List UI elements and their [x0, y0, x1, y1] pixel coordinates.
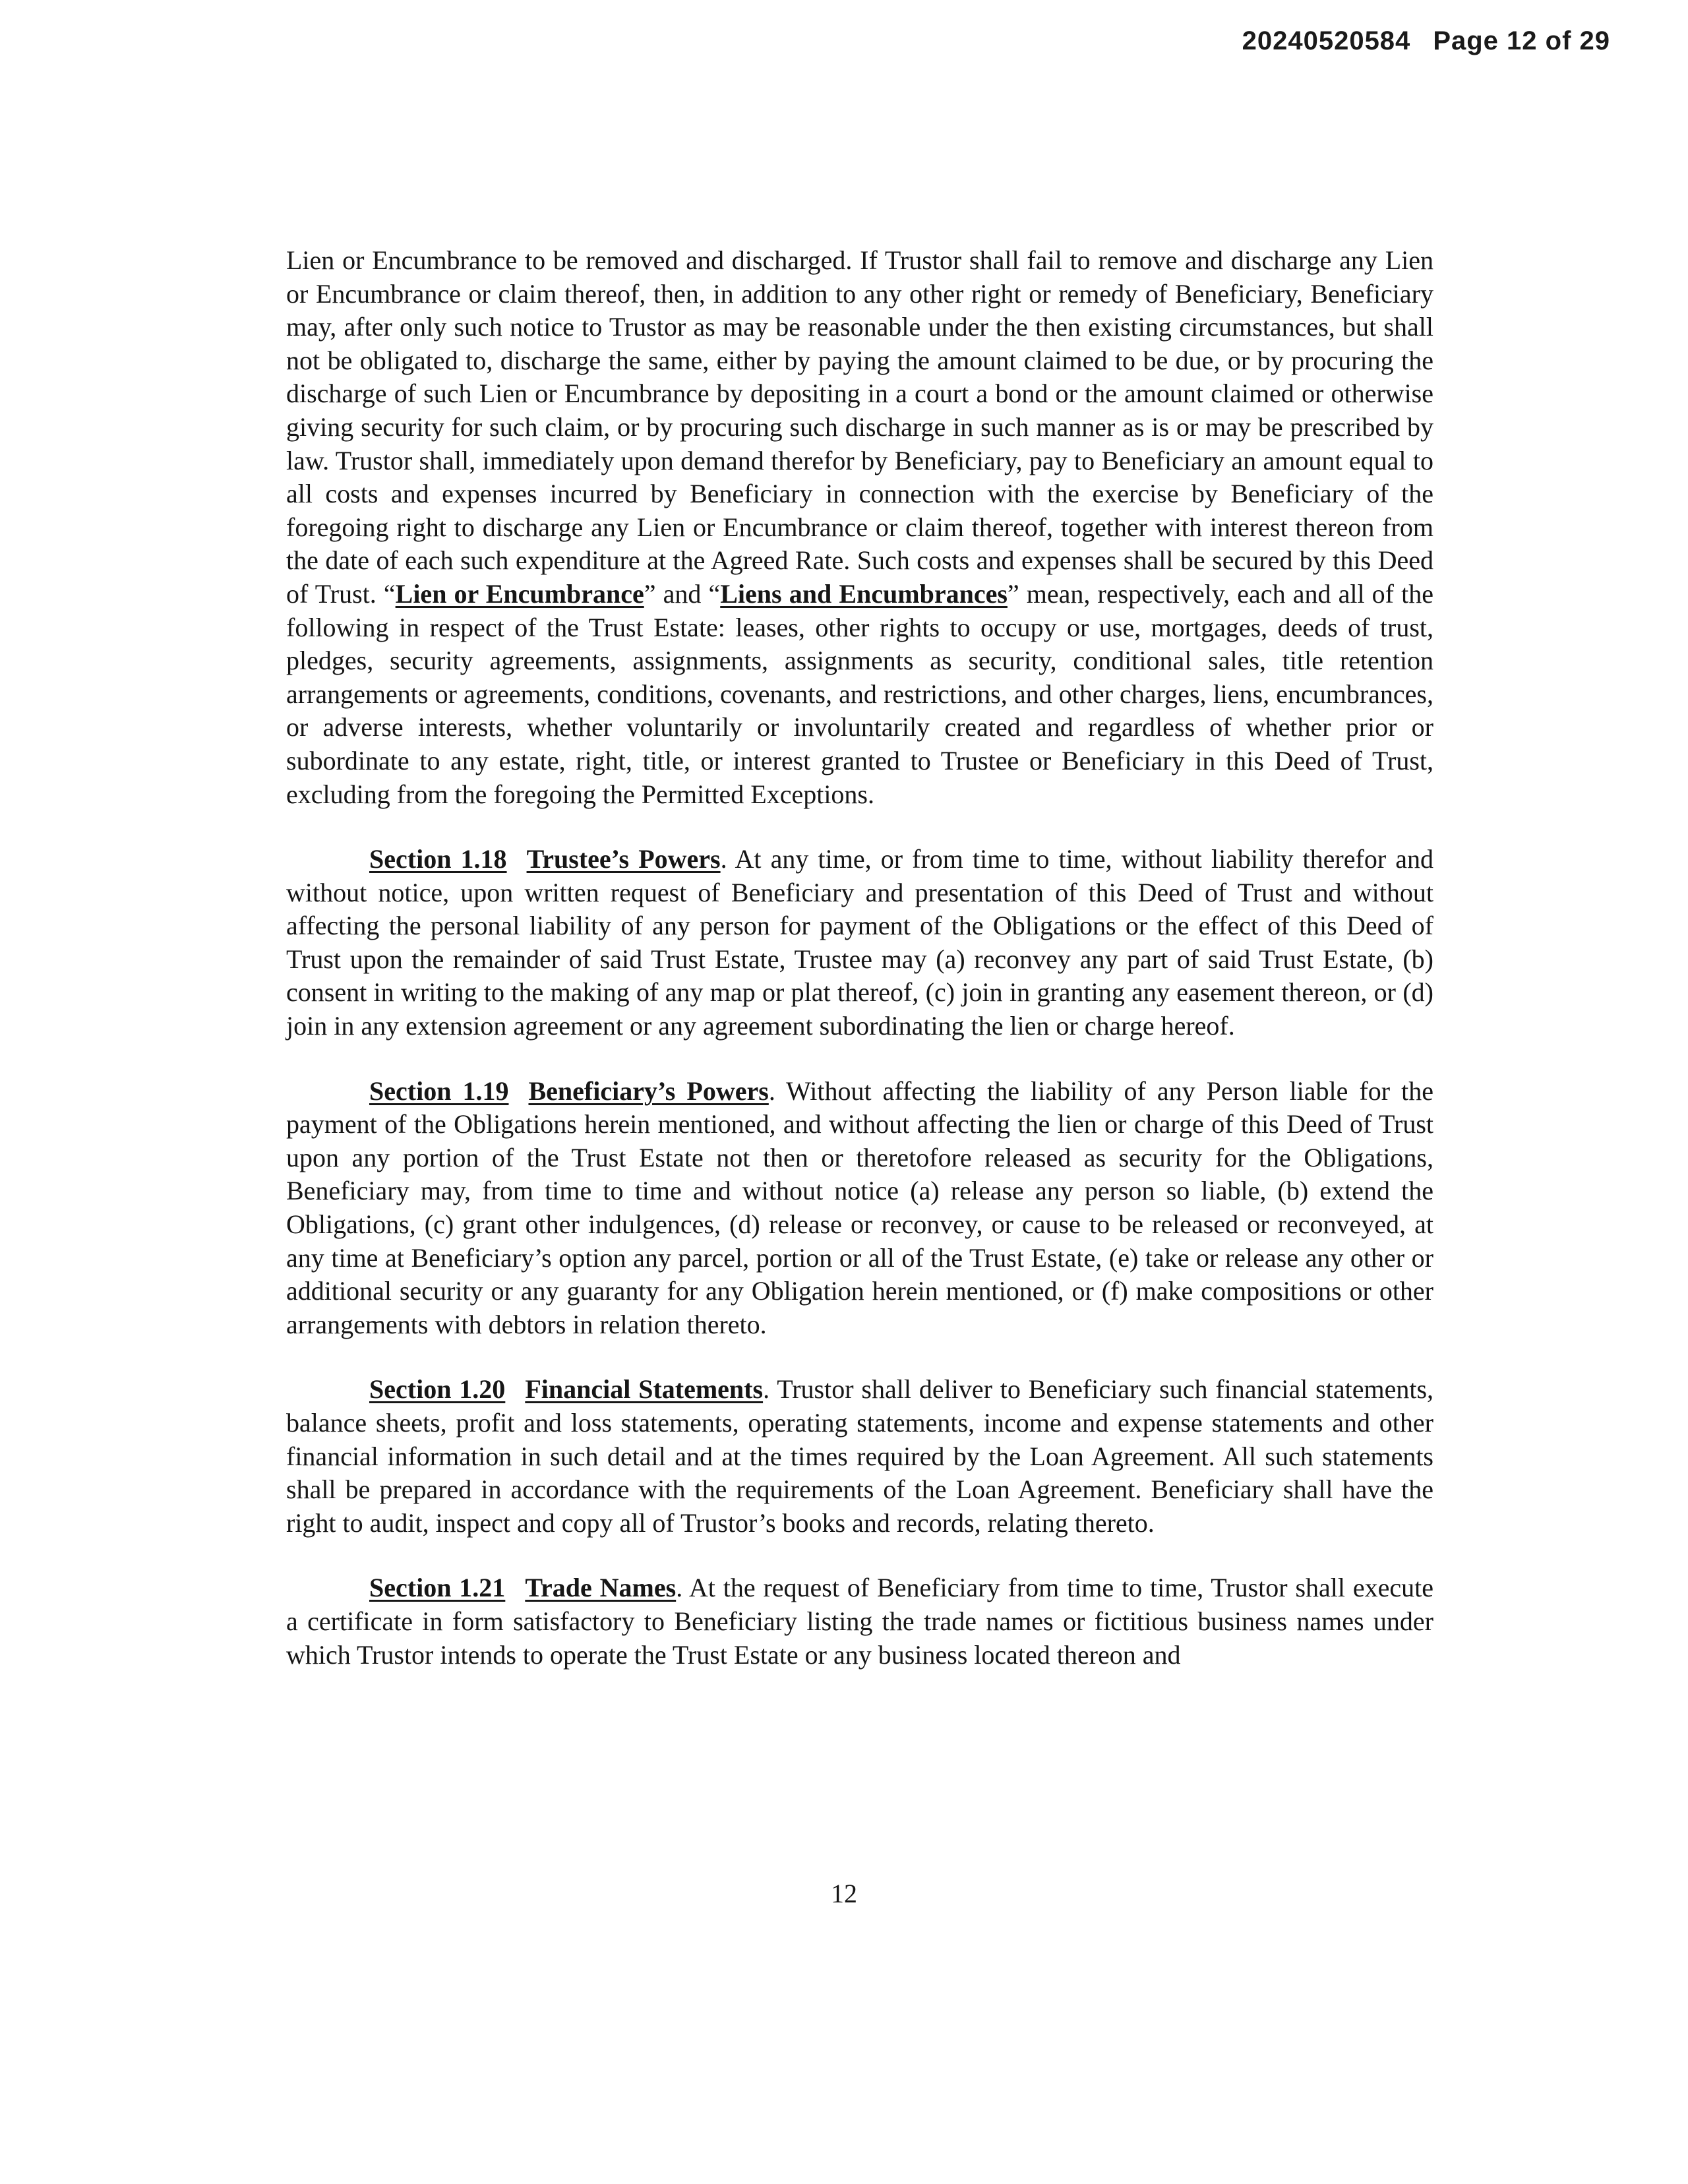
section-text: . At the request of Beneficiary from time to time, Trustor shall execute a certificate in form satisfactory to Beneficiary listing the trade names or fictitious business names under which Trustor intends to operate the Trust Estate or any business located thereon and — [286, 1573, 1434, 1670]
section-title: Financial Statements — [525, 1374, 764, 1405]
document-number: 20240520584 — [1242, 26, 1411, 55]
section-text: . Trustor shall deliver to Beneficiary such financial statements, balance sheets, profit and loss statements, operating statements, income and expense statements and other financial information in such detail and at the times required by the Loan Agreement. All such statements shall be prepared in accordance with the requirements of the Loan Agreement. Beneficiary shall have the right to audit, inspect and copy all of Trustor’s books and records, relating thereto. — [286, 1374, 1434, 1538]
paragraph-text: ” and “ — [644, 578, 721, 609]
section-1-20 — [286, 1373, 1433, 1540]
section-title: Beneficiary’s Powers — [528, 1076, 769, 1106]
defined-term-liens: Liens and Encumbrances — [720, 578, 1008, 609]
section-text: . Without affecting the liability of any Person liable for the payment of the Obligations herein mentioned, and without affecting the lien or charge of this Deed of Trust upon any portion of the Trust Estate not then or theretofore released as security for the Obligations, Beneficiary may, from time to time and without notice (a) release any person so liable, (b) extend the Obligations, (c) grant other indulgences, (d) release or reconvey, or cause to be released or reconveyed, at any time at Beneficiary’s option any parcel, portion or all of the Trust Estate, (e) take or release any other or additional security or any guaranty for any Obligation herein mentioned, or (f) make compositions or other arrangements with debtors in relation thereto. — [286, 1076, 1433, 1339]
continued-paragraph — [286, 244, 1433, 811]
section-number: Section 1.21 — [369, 1573, 506, 1603]
page-number: 12 — [831, 1879, 857, 1908]
section-1-18 — [286, 843, 1433, 1043]
paragraph-text: ” mean, respectively, each and all of the following in respect of the Trust Estate: leases, other rights to occupy or use, mortgages, deeds of trust, pledges, security agreements, assignments, assignments as security, conditional sales, title retention arrangements or agreements, conditions, covenants, and restrictions, and other charges, liens, encumbrances, or adverse interests, whether voluntarily or involuntarily created and regardless of whether prior or subordinate to any estate, right, title, or interest granted to Trustee or Beneficiary in this Deed of Trust, excluding from the foregoing the Permitted Exceptions. — [286, 578, 1433, 809]
section-1-21 — [286, 1571, 1433, 1672]
section-number: Section 1.19 — [369, 1076, 509, 1106]
section-number: Section 1.18 — [369, 844, 507, 874]
recording-stamp — [1242, 26, 1610, 56]
defined-term-lien: Lien or Encumbrance — [395, 578, 644, 609]
section-text: . At any time, or from time to time, without liability therefor and without notice, upon written request of Beneficiary and presentation of this Deed of Trust and without affecting the personal liability of any person for payment of the Obligations or the effect of this Deed of Trust upon the remainder of said Trust Estate, Trustee may (a) reconvey any part of said Trust Estate, (b) consent in writing to the making of any map or plat thereof, (c) join in granting any easement thereon, or (d) join in any extension agreement or any agreement subordinating the lien or charge hereof. — [286, 844, 1434, 1041]
section-1-19 — [286, 1075, 1433, 1342]
paragraph-text: Lien or Encumbrance to be removed and discharged. If Trustor shall fail to remove and discharge any Lien or Encumbrance or claim thereof, then, in addition to any other right or remedy of Beneficiary, Beneficiary may, after only such notice to Trustor as may be reasonable under the then existing circumstances, but shall not be obligated to, discharge the same, either by paying the amount claimed to be due, or by procuring the discharge of such Lien or Encumbrance by depositing in a court a bond or the amount claimed or otherwise giving security for such claim, or by procuring such discharge in such manner as is or may be prescribed by law. Trustor shall, immediately upon demand therefor by Beneficiary, pay to Beneficiary an amount equal to all costs and expenses incurred by Beneficiary in connection with the exercise by Beneficiary of the foregoing right to discharge any Lien or Encumbrance or claim thereof, together with interest thereon from the date of each such expenditure at the Agreed Rate. Such costs and expenses shall be secured by this Deed of Trust. “ — [286, 245, 1433, 609]
section-title: Trade Names — [525, 1573, 677, 1603]
document-body — [286, 244, 1433, 1672]
page-count-label: Page 12 of 29 — [1433, 26, 1610, 55]
section-number: Section 1.20 — [369, 1374, 506, 1405]
section-title: Trustee’s Powers — [526, 844, 721, 874]
